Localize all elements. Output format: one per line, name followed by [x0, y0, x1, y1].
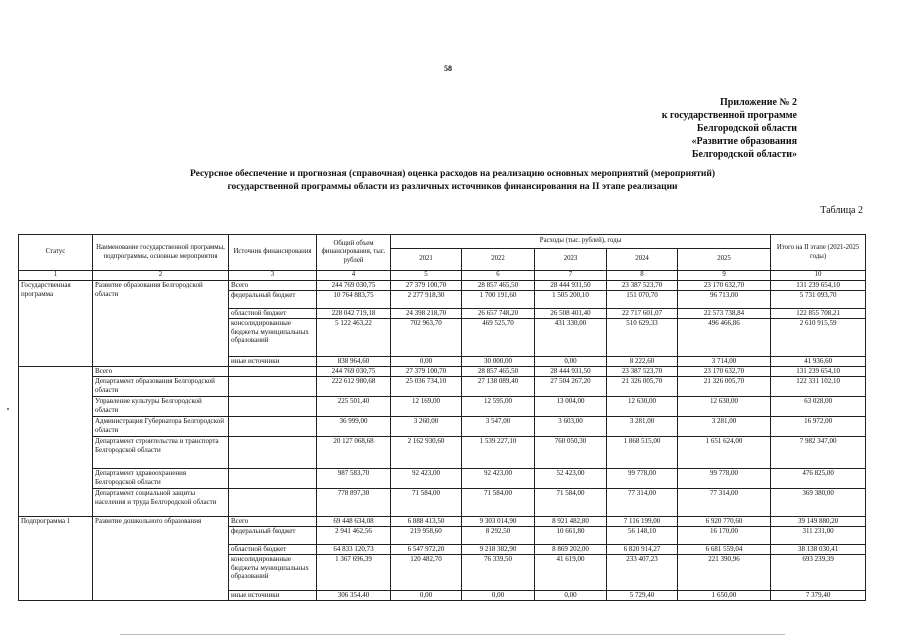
year-2022-cell: 28 857 465,50 [462, 281, 535, 291]
header-year-2021: 2021 [391, 249, 462, 271]
source-cell: иные источники [229, 591, 317, 601]
header-expenses: Расходы (тыс. рублей), годы [391, 235, 771, 249]
year-2025-cell: 221 390,96 [678, 555, 771, 591]
col-number: 5 [391, 271, 462, 281]
year-2022-cell: 0,00 [462, 591, 535, 601]
year-2021-cell: 3 260,00 [391, 417, 462, 437]
year-2024-cell: 510 629,33 [607, 319, 678, 357]
source-cell-empty [229, 367, 317, 377]
year-2023-cell: 3 603,00 [535, 417, 607, 437]
total-cell: 36 999,00 [317, 417, 391, 437]
sum-cell: 5 731 093,70 [771, 291, 866, 309]
page-number: 58 [444, 64, 452, 73]
year-2024-cell: 56 148,10 [607, 527, 678, 545]
table-row [19, 367, 866, 377]
appendix-line-4: «Развитие образования [691, 136, 797, 147]
sum-cell: 369 380,00 [771, 489, 866, 517]
header-name: Наименование государственной программы, подпрограммы, основные мероприятия [93, 235, 229, 271]
year-2024-cell: 21 326 005,70 [607, 377, 678, 397]
year-2021-cell: 6 547 972,20 [391, 545, 462, 555]
year-2024-cell: 8 222,60 [607, 357, 678, 367]
header-stage-total: Итого на II этапе (2021-2025 годы) [771, 235, 866, 271]
year-2021-cell: 702 963,70 [391, 319, 462, 357]
total-cell: 228 042 719,18 [317, 309, 391, 319]
header-year-2022: 2022 [462, 249, 535, 271]
table-row [19, 437, 866, 469]
year-2022-cell: 9 218 382,90 [462, 545, 535, 555]
year-2023-cell: 8 869 202,00 [535, 545, 607, 555]
year-2025-cell: 1 650,00 [678, 591, 771, 601]
total-cell: 222 612 980,68 [317, 377, 391, 397]
year-2025-cell: 23 170 632,70 [678, 281, 771, 291]
table-row [19, 281, 866, 291]
col-number: 3 [229, 271, 317, 281]
col-number: 6 [462, 271, 535, 281]
year-2024-cell: 1 868 515,00 [607, 437, 678, 469]
year-2023-cell: 41 619,00 [535, 555, 607, 591]
year-2022-cell: 1 539 227,10 [462, 437, 535, 469]
col-number: 9 [678, 271, 771, 281]
year-2025-cell: 21 326 005,70 [678, 377, 771, 397]
year-2021-cell: 6 888 413,50 [391, 517, 462, 527]
header-year-2025: 2025 [678, 249, 771, 271]
name-cell: Всего [93, 367, 229, 377]
name-cell: Развитие дошкольного образования [93, 517, 229, 601]
total-cell: 64 833 120,73 [317, 545, 391, 555]
document-title-line-1: Ресурсное обеспечение и прогнозная (справочная) оценка расходов на реализацию основных мероприятий (мероприятий) [189, 169, 716, 179]
source-cell: областной бюджет [229, 545, 317, 555]
year-2023-cell: 0,00 [535, 591, 607, 601]
table-row [19, 469, 866, 489]
sum-cell: 122 855 708,21 [771, 309, 866, 319]
source-cell: федеральный бюджет [229, 527, 317, 545]
total-cell: 69 448 634,08 [317, 517, 391, 527]
source-cell: консолидированные бюджеты муниципальных образований [229, 555, 317, 591]
year-2025-cell: 99 778,00 [678, 469, 771, 489]
source-cell: иные источники [229, 357, 317, 367]
resource-table [18, 234, 866, 601]
source-cell: консолидированные бюджеты муниципальных образований [229, 319, 317, 357]
name-cell: Развитие образования Белгородской области [93, 281, 229, 367]
header-total: Общий объем финансирования, тыс. рублей [317, 235, 391, 271]
year-2022-cell: 30 000,00 [462, 357, 535, 367]
sum-cell: 38 138 030,41 [771, 545, 866, 555]
sum-cell: 7 982 347,00 [771, 437, 866, 469]
table-row [19, 517, 866, 527]
source-cell-empty [229, 397, 317, 417]
year-2021-cell: 25 036 734,10 [391, 377, 462, 397]
header-source: Источник финансирования [229, 235, 317, 271]
total-cell: 20 127 068,68 [317, 437, 391, 469]
year-2021-cell: 27 379 100,70 [391, 281, 462, 291]
appendix-line-1: Приложение № 2 [719, 97, 797, 108]
year-2021-cell: 24 398 218,70 [391, 309, 462, 319]
year-2024-cell: 5 729,40 [607, 591, 678, 601]
document-title-line-2: государственной программы области из различных источников финансирования на II этапе реализации [227, 182, 678, 192]
year-2021-cell: 2 162 930,60 [391, 437, 462, 469]
table-label: Таблица 2 [820, 205, 863, 216]
year-2023-cell: 13 004,00 [535, 397, 607, 417]
source-cell: федеральный бюджет [229, 291, 317, 309]
year-2022-cell: 9 303 014,90 [462, 517, 535, 527]
table-row [19, 397, 866, 417]
status-cell-empty [19, 367, 93, 517]
appendix-line-3: Белгородской области [696, 123, 797, 134]
year-2024-cell: 77 314,00 [607, 489, 678, 517]
sum-cell: 122 331 102,10 [771, 377, 866, 397]
page-bottom-edge [120, 634, 785, 635]
total-cell: 244 769 030,75 [317, 281, 391, 291]
source-cell: областной бюджет [229, 309, 317, 319]
col-number: 10 [771, 271, 866, 281]
total-cell: 244 769 030,75 [317, 367, 391, 377]
scan-speck [7, 408, 9, 410]
table-row [19, 417, 866, 437]
year-2024-cell: 99 778,00 [607, 469, 678, 489]
year-2023-cell: 0,00 [535, 357, 607, 367]
year-2022-cell: 28 857 465,50 [462, 367, 535, 377]
year-2023-cell: 26 508 401,40 [535, 309, 607, 319]
year-2022-cell: 3 547,00 [462, 417, 535, 437]
year-2025-cell: 1 651 624,00 [678, 437, 771, 469]
sum-cell: 693 239,39 [771, 555, 866, 591]
year-2025-cell: 6 681 559,04 [678, 545, 771, 555]
year-2024-cell: 6 820 914,27 [607, 545, 678, 555]
sum-cell: 2 610 915,59 [771, 319, 866, 357]
year-2021-cell: 2 277 918,30 [391, 291, 462, 309]
name-cell: Департамент здравоохранения Белгородской области [93, 469, 229, 489]
total-cell: 838 964,60 [317, 357, 391, 367]
table-row [19, 489, 866, 517]
year-2025-cell: 96 713,00 [678, 291, 771, 309]
year-2025-cell: 22 573 738,84 [678, 309, 771, 319]
sum-cell: 39 149 880,20 [771, 517, 866, 527]
sum-cell: 16 972,00 [771, 417, 866, 437]
year-2024-cell: 22 717 601,07 [607, 309, 678, 319]
total-cell: 5 122 463,22 [317, 319, 391, 357]
name-cell: Администрация Губернатора Белгородской области [93, 417, 229, 437]
header-year-2023: 2023 [535, 249, 607, 271]
status-cell: Подпрограмма 1 [19, 517, 93, 601]
sum-cell: 63 028,00 [771, 397, 866, 417]
year-2022-cell: 92 423,00 [462, 469, 535, 489]
year-2025-cell: 12 630,00 [678, 397, 771, 417]
year-2021-cell: 92 423,00 [391, 469, 462, 489]
year-2024-cell: 7 116 199,00 [607, 517, 678, 527]
year-2022-cell: 8 292,50 [462, 527, 535, 545]
col-number: 1 [19, 271, 93, 281]
source-cell-empty [229, 417, 317, 437]
col-number: 7 [535, 271, 607, 281]
year-2023-cell: 760 050,30 [535, 437, 607, 469]
table-row [19, 377, 866, 397]
year-2021-cell: 12 169,00 [391, 397, 462, 417]
year-2023-cell: 10 661,80 [535, 527, 607, 545]
col-number: 8 [607, 271, 678, 281]
year-2025-cell: 77 314,00 [678, 489, 771, 517]
header-status: Статус [19, 235, 93, 271]
name-cell: Департамент строительства и транспорта Белгородской области [93, 437, 229, 469]
year-2025-cell: 23 170 632,70 [678, 367, 771, 377]
year-2023-cell: 28 444 931,50 [535, 367, 607, 377]
total-cell: 2 941 462,56 [317, 527, 391, 545]
year-2022-cell: 76 339,50 [462, 555, 535, 591]
total-cell: 10 764 883,75 [317, 291, 391, 309]
appendix-line-5: Белгородской области» [691, 149, 797, 160]
total-cell: 225 501,40 [317, 397, 391, 417]
source-cell-empty [229, 489, 317, 517]
year-2022-cell: 26 657 748,20 [462, 309, 535, 319]
year-2023-cell: 71 584,00 [535, 489, 607, 517]
year-2021-cell: 120 482,70 [391, 555, 462, 591]
year-2025-cell: 6 920 770,60 [678, 517, 771, 527]
year-2023-cell: 52 423,00 [535, 469, 607, 489]
sum-cell: 131 239 654,10 [771, 367, 866, 377]
source-cell-empty [229, 437, 317, 469]
name-cell: Департамент образования Белгородской области [93, 377, 229, 397]
name-cell: Департамент социальной защиты населения и труда Белгородской области [93, 489, 229, 517]
total-cell: 987 583,70 [317, 469, 391, 489]
year-2023-cell: 28 444 931,50 [535, 281, 607, 291]
col-number: 4 [317, 271, 391, 281]
year-2024-cell: 12 630,00 [607, 397, 678, 417]
year-2023-cell: 27 504 267,20 [535, 377, 607, 397]
column-number-row [19, 271, 866, 281]
year-2024-cell: 23 387 523,70 [607, 281, 678, 291]
status-cell: Государственная программа [19, 281, 93, 367]
appendix-header [567, 96, 797, 161]
year-2024-cell: 23 387 523,70 [607, 367, 678, 377]
col-number: 2 [93, 271, 229, 281]
sum-cell: 7 379,40 [771, 591, 866, 601]
year-2025-cell: 3 281,00 [678, 417, 771, 437]
sum-cell: 476 825,00 [771, 469, 866, 489]
year-2023-cell: 8 921 482,80 [535, 517, 607, 527]
year-2021-cell: 71 584,00 [391, 489, 462, 517]
year-2022-cell: 12 595,00 [462, 397, 535, 417]
year-2022-cell: 1 700 191,60 [462, 291, 535, 309]
year-2021-cell: 0,00 [391, 591, 462, 601]
header-year-2024: 2024 [607, 249, 678, 271]
year-2025-cell: 496 466,86 [678, 319, 771, 357]
year-2024-cell: 151 070,70 [607, 291, 678, 309]
sum-cell: 311 231,00 [771, 527, 866, 545]
year-2021-cell: 0,00 [391, 357, 462, 367]
total-cell: 1 367 696,39 [317, 555, 391, 591]
document-title [120, 168, 785, 194]
year-2023-cell: 1 505 200,10 [535, 291, 607, 309]
year-2022-cell: 71 584,00 [462, 489, 535, 517]
year-2025-cell: 3 714,00 [678, 357, 771, 367]
source-cell: Всего [229, 517, 317, 527]
year-2021-cell: 27 379 100,70 [391, 367, 462, 377]
sum-cell: 41 936,60 [771, 357, 866, 367]
source-cell: Всего [229, 281, 317, 291]
year-2024-cell: 3 281,00 [607, 417, 678, 437]
year-2024-cell: 233 407,23 [607, 555, 678, 591]
name-cell: Управление культуры Белгородской области [93, 397, 229, 417]
sum-cell: 131 239 654,10 [771, 281, 866, 291]
year-2022-cell: 27 138 089,40 [462, 377, 535, 397]
source-cell-empty [229, 469, 317, 489]
total-cell: 778 897,30 [317, 489, 391, 517]
total-cell: 306 354,40 [317, 591, 391, 601]
year-2025-cell: 16 170,00 [678, 527, 771, 545]
source-cell-empty [229, 377, 317, 397]
year-2023-cell: 431 330,00 [535, 319, 607, 357]
appendix-line-2: к государственной программе [661, 110, 797, 121]
year-2021-cell: 219 958,60 [391, 527, 462, 545]
year-2022-cell: 469 525,70 [462, 319, 535, 357]
